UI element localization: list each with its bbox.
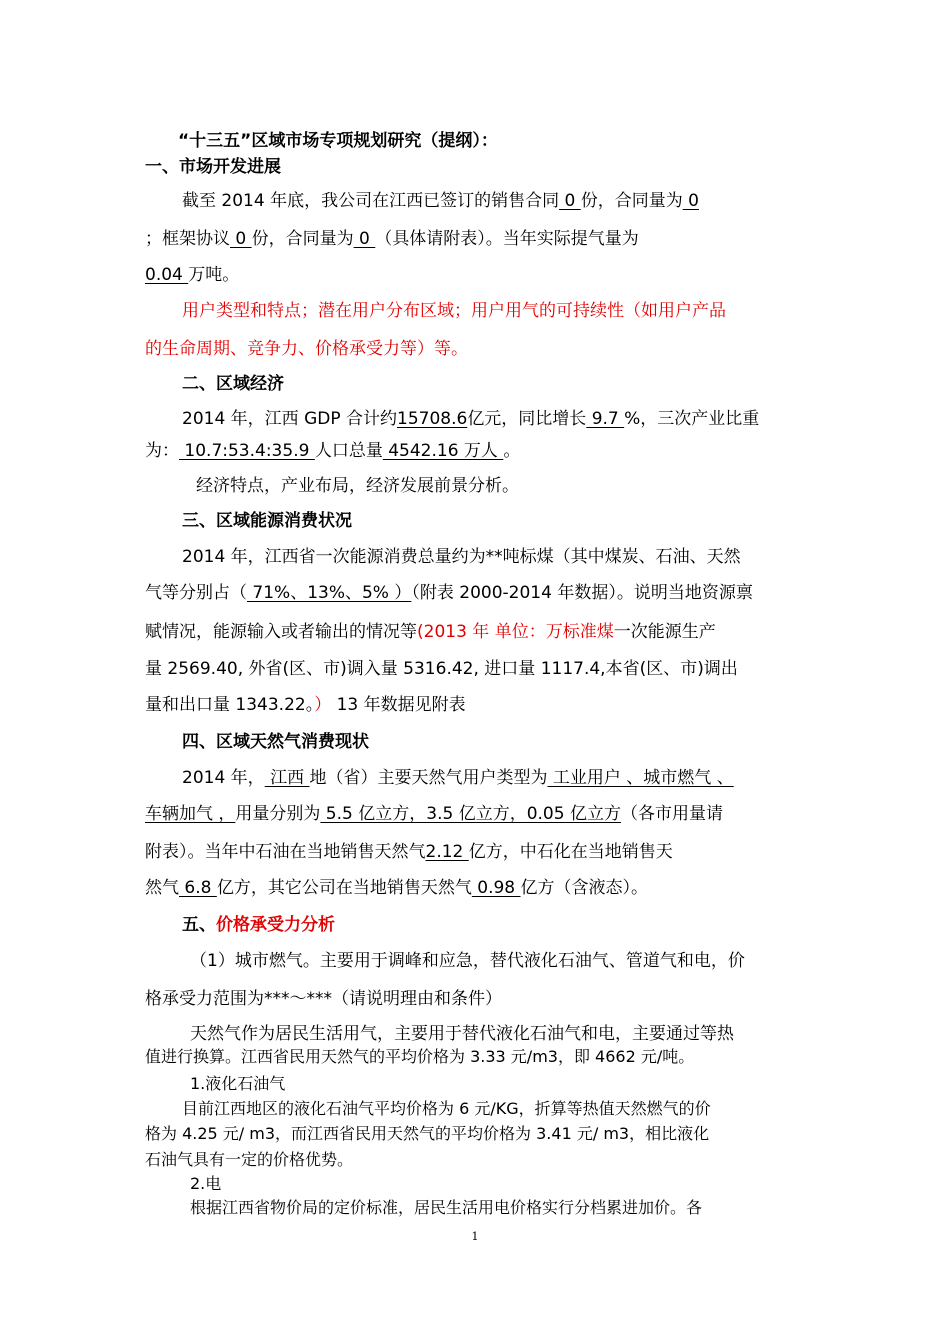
section-1-heading: 一、市场开发进展 bbox=[145, 157, 281, 177]
sinopec-sales: 6.8 bbox=[179, 878, 217, 898]
section-5-line-4: 值进行换算。江西省民用天然气的平均价格为 3.33 元/m3，即 4662 元/吨。 bbox=[145, 1047, 695, 1066]
section-3-line-4: 量 2569.40, 外省(区、市)调入量 5316.42, 进口量 1117.4,本省(区、市)调出 bbox=[145, 659, 738, 679]
section-5-line-3: 天然气作为居民生活用气，主要用于替代液化石油气和电，主要通过等热 bbox=[190, 1024, 734, 1044]
section-4-line-2: 车辆加气 ，用量分别为 5.5 亿立方，3.5 亿立方，0.05 亿立方（各市用量请 bbox=[145, 804, 723, 824]
section-3-line-1: 2014 年，江西省一次能源消费总量约为**吨标煤（其中煤炭、石油、天然 bbox=[182, 547, 741, 567]
section-4-line-4: 然气 6.8 亿方，其它公司在当地销售天然气 0.98 亿方（含液态）。 bbox=[145, 878, 649, 898]
section-5-heading: 五、价格承受力分析 bbox=[182, 915, 335, 935]
population-value: 4542.16 万人 bbox=[382, 441, 504, 461]
section-2-line-2: 为： 10.7:53.4:35.9 人口总量 4542.16 万人 。 bbox=[145, 441, 521, 461]
section-2-line-1: 2014 年，江西 GDP 合计约15708.6亿元，同比增长 9.7 %，三次产业比重 bbox=[182, 409, 760, 429]
section-1-red-note-line-1: 用户类型和特点；潜在用户分布区域；用户用气的可持续性（如用户产品 bbox=[182, 301, 726, 321]
gdp-growth: 9.7 bbox=[586, 409, 625, 429]
user-types-cont: 车辆加气 ， bbox=[145, 804, 236, 824]
section-5-line-7: 格为 4.25 元/ m3，而江西省民用天然气的平均价格为 3.41 元/ m3，相比液化 bbox=[145, 1124, 710, 1143]
section-4-line-1: 2014 年， 江西 地（省）主要天然气用户类型为 工业用户 、城市燃气 、 bbox=[182, 768, 734, 788]
section-5-line-6: 目前江西地区的液化石油气平均价格为 6 元/KG，折算等热值天然燃气的价 bbox=[182, 1099, 711, 1118]
section-2-heading: 二、区域经济 bbox=[182, 374, 284, 394]
energy-shares: 71%、13%、5% ） bbox=[247, 583, 412, 603]
section-4-heading: 四、区域天然气消费现状 bbox=[182, 732, 369, 752]
document-title: “十三五”区域市场专项规划研究（提纲）： bbox=[178, 131, 498, 151]
page-number: 1 bbox=[471, 1230, 479, 1243]
section-5-line-5: 1.液化石油气 bbox=[190, 1074, 286, 1093]
section-3-line-5: 量和出口量 1343.22。） 13 年数据见附表 bbox=[145, 695, 466, 715]
section-5-line-10: 根据江西省物价局的定价标准，居民生活用电价格实行分档累进加价。各 bbox=[190, 1198, 703, 1217]
section-2-line-3: 经济特点，产业布局，经济发展前景分析。 bbox=[196, 476, 519, 496]
section-1-paragraph-line-1: 截至 2014 年底，我公司在江西已签订的销售合同 0 份，合同量为 0 bbox=[182, 191, 699, 211]
contract-volume: 0 bbox=[682, 191, 699, 211]
section-5-line-9: 2.电 bbox=[190, 1174, 222, 1193]
section-5-line-1: （1）城市燃气。主要用于调峰和应急，替代液化石油气、管道气和电，价 bbox=[190, 951, 745, 971]
framework-volume: 0 bbox=[353, 229, 376, 249]
cnpc-sales: 2.12 bbox=[425, 842, 469, 862]
user-types: 工业用户 、城市燃气 、 bbox=[547, 768, 734, 788]
section-1-paragraph-line-3: 0.04 万吨。 bbox=[145, 265, 240, 285]
section-3-heading: 三、区域能源消费状况 bbox=[182, 511, 352, 531]
section-5-line-8: 石油气具有一定的价格优势。 bbox=[145, 1150, 354, 1169]
section-3-line-3: 赋情况，能源输入或者输出的情况等(2013 年 单位：万标准煤一次能源生产 bbox=[145, 622, 716, 642]
gdp-value: 15708.6 bbox=[397, 409, 468, 429]
section-3-line-2: 气等分别占（ 71%、13%、5% ）（附表 2000-2014 年数据）。说明当地资源禀 bbox=[145, 583, 753, 603]
section-4-line-3: 附表）。当年中石油在当地销售天然气2.12 亿方，中石化在当地销售天 bbox=[145, 842, 673, 862]
framework-count: 0 bbox=[230, 229, 252, 249]
usage-amounts: 5.5 亿立方，3.5 亿立方，0.05 亿立方 bbox=[320, 804, 621, 824]
section-1-paragraph-line-2: ；框架协议 0 份，合同量为 0 （具体请附表）。当年实际提气量为 bbox=[145, 229, 639, 249]
actual-gas-amount: 0.04 bbox=[145, 265, 189, 285]
section-5-line-2: 格承受力范围为***～***（请说明理由和条件） bbox=[145, 989, 502, 1009]
section-1-red-note-line-2: 的生命周期、竞争力、价格承受力等）等。 bbox=[145, 339, 468, 359]
other-sales: 0.98 bbox=[471, 878, 521, 898]
contracts-count: 0 bbox=[559, 191, 581, 211]
industry-ratio: 10.7:53.4:35.9 bbox=[179, 441, 315, 461]
region-name: 江西 bbox=[264, 768, 310, 788]
